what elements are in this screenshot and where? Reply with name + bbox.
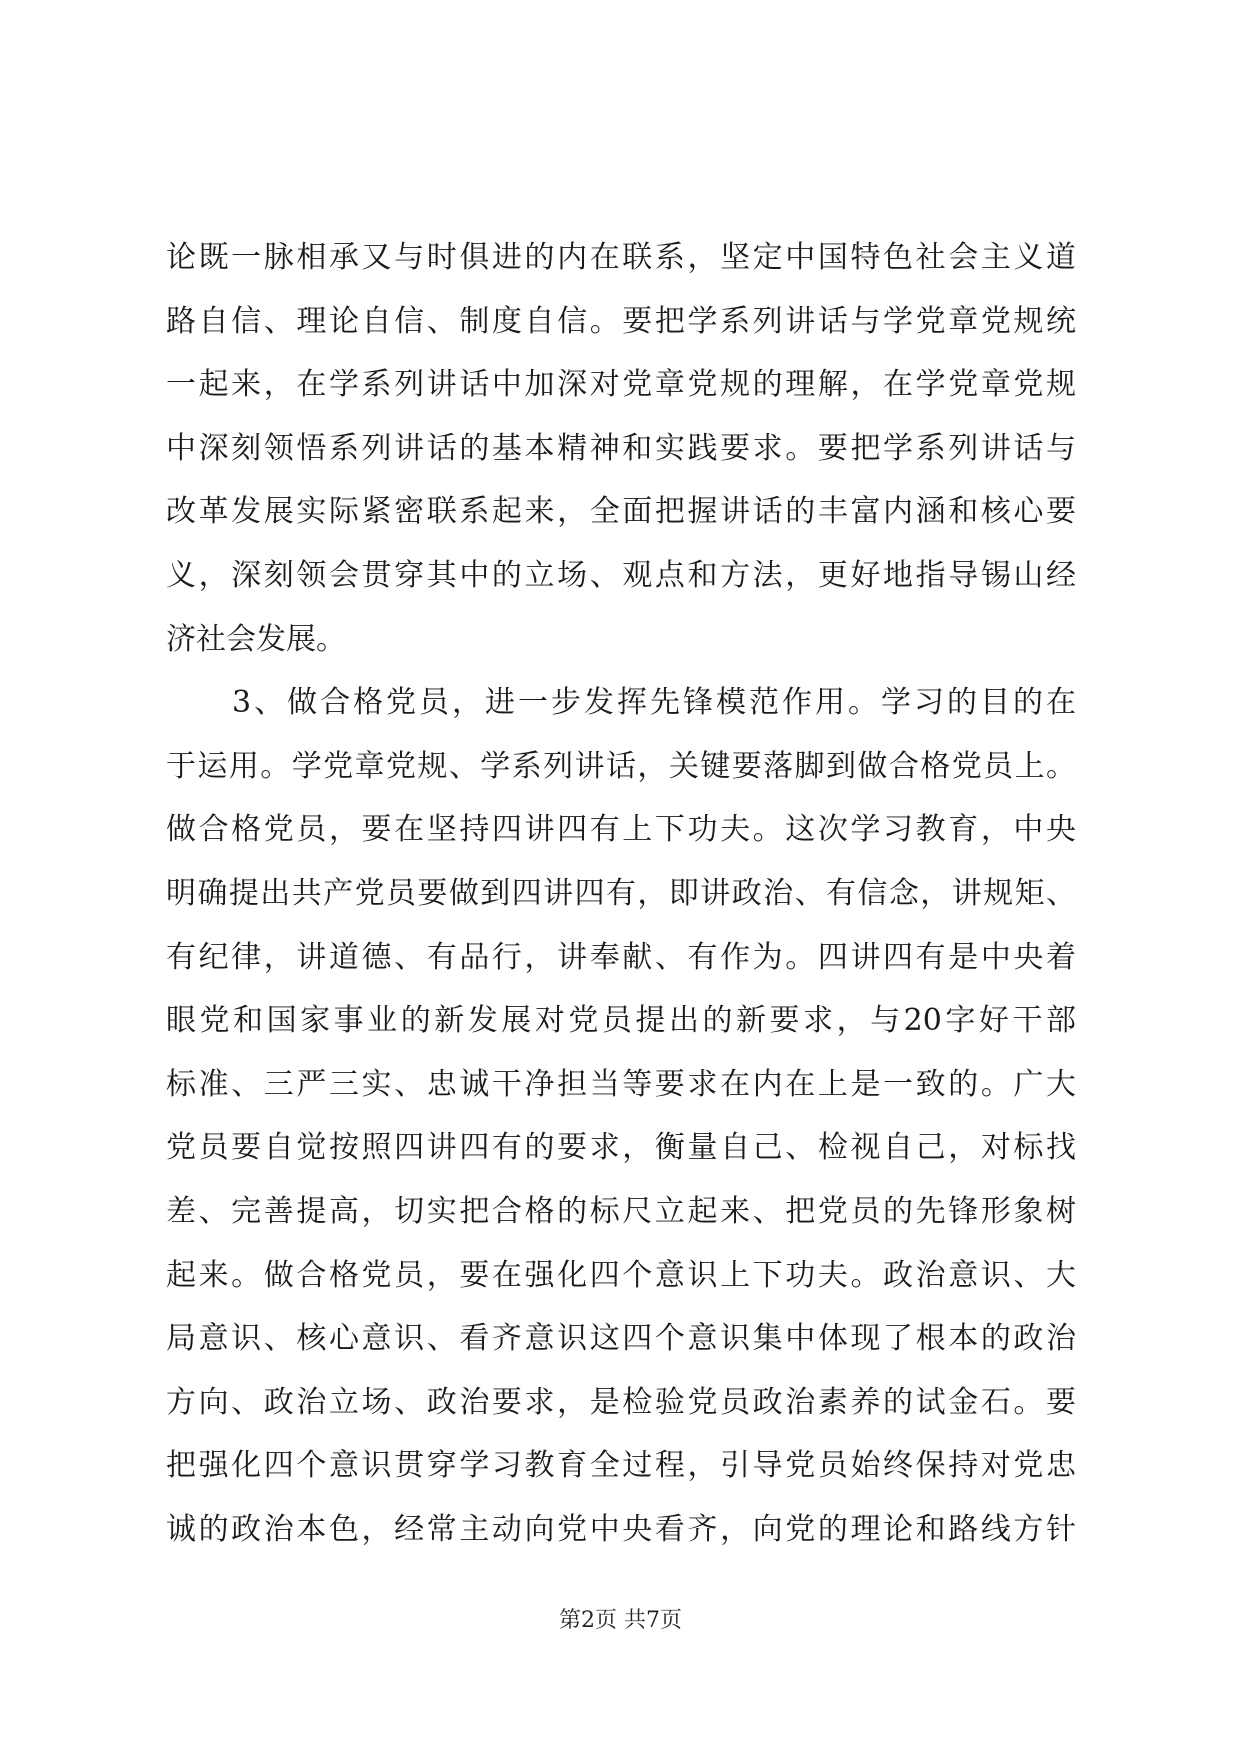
text-line: 诚的政治本色，经常主动向党中央看齐，向党的理论和路线方针: [166, 1511, 1076, 1547]
text-line: 党员要自觉按照四讲四有的要求，衡量自己、检视自己，对标找: [166, 1130, 1076, 1166]
text-line: 眼党和国家事业的新发展对党员提出的新要求，与20字好干部: [166, 1003, 1076, 1039]
body-text: [166, 226, 1076, 1561]
text-line: 论既一脉相承又与时俱进的内在联系，坚定中国特色社会主义道: [166, 240, 1076, 275]
text-line: 有纪律，讲道德、有品行，讲奉献、有作为。四讲四有是中央着: [166, 939, 1076, 975]
text-line: 一起来，在学系列讲话中加深对党章党规的理解，在学党章党规: [166, 367, 1076, 403]
text-line: 于运用。学党章党规、学系列讲话，关键要落脚到做合格党员上。: [166, 748, 1076, 784]
text-line: 济社会发展。: [166, 621, 346, 657]
text-line: 路自信、理论自信、制度自信。要把学系列讲话与学党章党规统: [166, 303, 1076, 339]
page-footer: 第2页 共7页: [559, 1608, 682, 1633]
text-line: 中深刻领悟系列讲话的基本精神和实践要求。要把学系列讲话与: [166, 430, 1076, 466]
text-line: 差、完善提高，切实把合格的标尺立起来、把党员的先锋形象树: [166, 1193, 1076, 1229]
text-line: 标准、三严三实、忠诚干净担当等要求在内在上是一致的。广大: [166, 1066, 1076, 1102]
text-line: 起来。做合格党员，要在强化四个意识上下功夫。政治意识、大: [166, 1257, 1076, 1293]
text-line: 方向、政治立场、政治要求，是检验党员政治素养的试金石。要: [166, 1384, 1076, 1420]
text-line: 义，深刻领会贯穿其中的立场、观点和方法，更好地指导锡山经: [166, 557, 1076, 593]
text-line: 改革发展实际紧密联系起来，全面把握讲话的丰富内涵和核心要: [166, 494, 1076, 530]
text-line: 局意识、核心意识、看齐意识这四个意识集中体现了根本的政治: [166, 1321, 1076, 1357]
text-line: 明确提出共产党员要做到四讲四有，即讲政治、有信念，讲规矩、: [166, 875, 1076, 911]
text-line: 把强化四个意识贯穿学习教育全过程，引导党员始终保持对党忠: [166, 1448, 1076, 1484]
text-line: 3、做合格党员，进一步发挥先锋模范作用。学习的目的在: [166, 685, 1076, 721]
text-line: 做合格党员，要在坚持四讲四有上下功夫。这次学习教育，中央: [166, 812, 1076, 848]
